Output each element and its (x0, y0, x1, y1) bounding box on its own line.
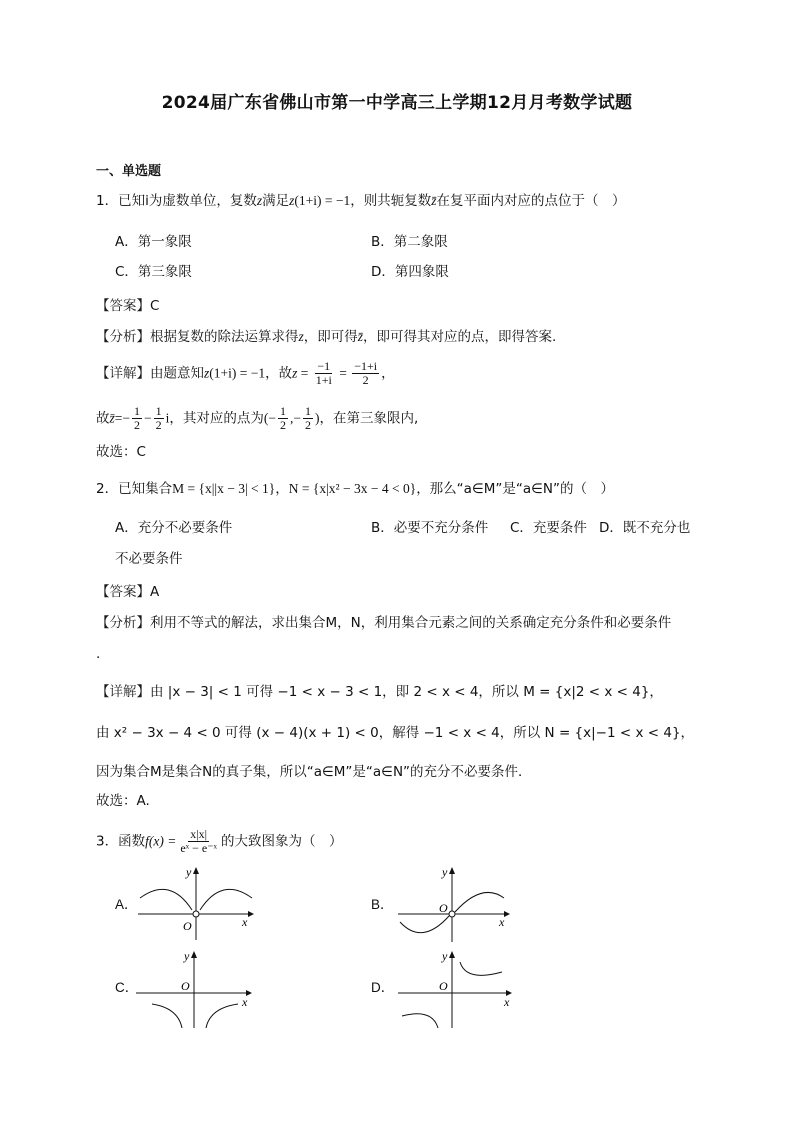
axis-y-label: y (184, 949, 190, 963)
q1-stem-a: 1．已知i为虚数单位，复数 (96, 193, 257, 209)
q2-option-c: C．充要条件 (510, 520, 587, 536)
frac-den: 2 (305, 418, 312, 432)
curve-left (400, 916, 449, 933)
frac-num: −1+i (354, 359, 378, 373)
q2-detail-3: 因为集合M是集合N的真子集，所以“a∈M”是“a∈N”的充分不必要条件． (96, 764, 532, 780)
axis-x-label: x (242, 915, 248, 929)
q1-option-a: A．第一象限 (115, 234, 192, 250)
q1-stem-b: 满足 (262, 193, 290, 209)
q3-option-a-label: A． (115, 897, 138, 912)
q1-l2-frac-c (278, 405, 288, 432)
origin-label: O (183, 919, 192, 933)
q1-l2-eq: = (114, 410, 123, 426)
q3-graph-d (392, 946, 522, 1030)
q2-stem-a: 2．已知集合 (96, 481, 173, 497)
x-axis-arrow (248, 911, 254, 917)
axis-x-label: x (242, 995, 248, 1009)
q1-detail-z: z (204, 365, 210, 381)
q2-option-d-cont: 不必要条件 (115, 551, 183, 567)
axis-y-label: y (186, 865, 192, 879)
frac-den: 2 (134, 418, 141, 432)
origin-label: O (181, 979, 190, 993)
q2-option-d: D．既不充分也 (599, 520, 691, 536)
q1-answer (96, 297, 159, 315)
q3-stem-b: 的大致图象为（ ） (221, 833, 343, 850)
q3-option-c-label: C． (115, 980, 139, 995)
q2-option-a: A．充分不必要条件 (115, 520, 233, 536)
axis-x-label: x (504, 995, 510, 1009)
q1-zbar: z̄ (431, 193, 437, 208)
q1-l2-frac-b (154, 405, 164, 432)
q2-answer-value: A (150, 584, 160, 600)
q1-l2-frac-d (303, 405, 313, 432)
x-axis-arrow (504, 911, 510, 917)
axis-y-label: y (442, 865, 448, 879)
page-title: 2024届广东省佛山市第一中学高三上学期12月月考数学试题 (161, 93, 633, 113)
q2-sep: ， (275, 481, 289, 497)
axis-x-label: x (499, 915, 505, 929)
q3-func: f(x) = (145, 833, 177, 849)
y-axis-arrow (191, 951, 197, 958)
y-axis-arrow (449, 951, 455, 958)
y-axis-arrow (449, 867, 455, 874)
y-axis-arrow (193, 867, 199, 874)
q1-z2: z (289, 193, 295, 208)
curve-right (200, 889, 252, 910)
curve-right (460, 962, 502, 975)
q1-analysis-zbar: z̄ (357, 329, 364, 344)
q2-analysis-end: . (96, 646, 101, 662)
q2-set-m: M = {x||x − 3| < 1} (172, 481, 276, 496)
q1-z: z (256, 193, 263, 208)
q3-graph-a (130, 862, 260, 944)
q2-choose: 故选：A. (96, 793, 150, 809)
frac-den: 2 (280, 418, 287, 432)
q2-stem (96, 480, 614, 498)
q1-option-b: B．第二象限 (371, 234, 448, 250)
q1-equation: (1+i) = −1 (294, 193, 351, 208)
q3-option-b-label: B． (371, 897, 394, 912)
q1-detail-line2: 故z̄=− $\frac{1}{2}$ − $\frac{1}{2}$ i，其对应的点为(− $\frac{1}{2}$ ,− $\frac{1}{2}$ )，在第三象限内, (96, 404, 419, 432)
frac-num: 1 (305, 404, 312, 418)
q1-analysis-a: 根据复数的除法运算求得 (150, 329, 299, 345)
origin-label: O (439, 979, 448, 993)
q1-l2-zbar: z̄ (109, 410, 115, 426)
q1-analysis-b: ，即可得 (303, 329, 358, 345)
q2-detail-1 (96, 683, 663, 701)
q3-stem (96, 828, 343, 855)
frac-den: eˣ − e⁻ˣ (180, 841, 218, 855)
hollow-origin (449, 911, 455, 917)
frac-den: 2 (155, 418, 162, 432)
answer-tag: 【答案】 (96, 298, 150, 314)
curve-left (402, 1014, 438, 1028)
q2-option-b: B．必要不充分条件 (371, 520, 489, 536)
q1-stem-d: 在复平面内对应的点位于（ ） (436, 193, 626, 209)
q2-analysis (96, 614, 671, 632)
q1-detail-eq: (1+i) = −1 (209, 365, 266, 381)
frac-num: 1 (155, 404, 162, 418)
q2-analysis-text: 利用不等式的解法，求出集合M，N，利用集合元素之间的关系确定充分条件和必要条件 (150, 615, 672, 631)
curve-right (206, 1004, 238, 1028)
q1-answer-value: C (150, 298, 160, 314)
q1-l2-d: ，在第三象限内, (319, 410, 419, 427)
q1-l2-frac-a (132, 405, 142, 432)
frac-num: 1 (280, 404, 287, 418)
q1-analysis-c: ，即可得其对应的点，即得答案. (363, 329, 557, 345)
q2-set-n: N = {x|x² − 3x − 4 < 0} (288, 481, 417, 496)
q1-l2-c: ，其对应的点为 (169, 410, 264, 427)
q1-detail-b: ，故 (265, 365, 293, 382)
q1-detail-z2: z (292, 365, 298, 381)
q1-frac-1 (314, 360, 334, 387)
q3-option-d-label: D． (371, 980, 395, 995)
frac-den: 1+i (315, 373, 332, 387)
q1-analysis-z: z (298, 329, 304, 344)
q2-detail-2: 由 x² − 3x − 4 < 0 可得 (x − 4)(x + 1) < 0，解得 −1 < x < 4，所以 N = {x|−1 < x < 4}， (96, 725, 695, 741)
q1-stem-c: ，则共轭复数 (350, 193, 432, 209)
hollow-origin (193, 911, 199, 917)
q1-frac-2 (352, 360, 379, 387)
frac-den: 2 (362, 373, 369, 387)
origin-label: O (439, 901, 448, 915)
q3-frac (178, 828, 219, 855)
frac-num: 1 (134, 404, 141, 418)
q2-answer (96, 583, 159, 601)
q3-stem-a: 3．函数 (96, 833, 146, 850)
answer-tag: 【答案】 (96, 584, 150, 600)
analysis-tag: 【分析】 (96, 615, 150, 631)
q1-option-c: C．第三象限 (115, 264, 192, 280)
q1-choose: 故选：C (96, 444, 146, 460)
q1-analysis (96, 328, 556, 346)
curve-left (140, 889, 192, 910)
q1-l2-a: 故 (96, 410, 110, 427)
frac-num: x|x| (190, 827, 208, 841)
frac-num: −1 (317, 359, 331, 373)
q1-detail: 【详解】由题意知z(1+i) = −1，故z = $\frac{-1}{1+i}$ = $\frac{-1+i}{2}$ ， (96, 359, 395, 387)
detail-tag: 【详解】 (96, 365, 150, 382)
curve-left (152, 1004, 182, 1028)
analysis-tag: 【分析】 (96, 329, 150, 345)
q1-option-d: D．第四象限 (371, 264, 449, 280)
detail-tag: 【详解】 (96, 684, 150, 700)
curve-right (455, 892, 504, 912)
q2-detail-1-text: 由 |x − 3| < 1 可得 −1 < x − 3 < 1，即 2 < x < 4，所以 M = {x|2 < x < 4}， (150, 684, 663, 700)
section-heading: 一、单选题 (96, 164, 162, 179)
q2-stem-b: ，那么“a∈M”是“a∈N”的（ ） (416, 481, 614, 497)
q3-graph-b (392, 862, 522, 944)
q1-detail-a: 由题意知 (150, 365, 204, 382)
q1-stem (96, 192, 625, 210)
q3-graph-c (130, 946, 260, 1030)
axis-y-label: y (442, 949, 448, 963)
